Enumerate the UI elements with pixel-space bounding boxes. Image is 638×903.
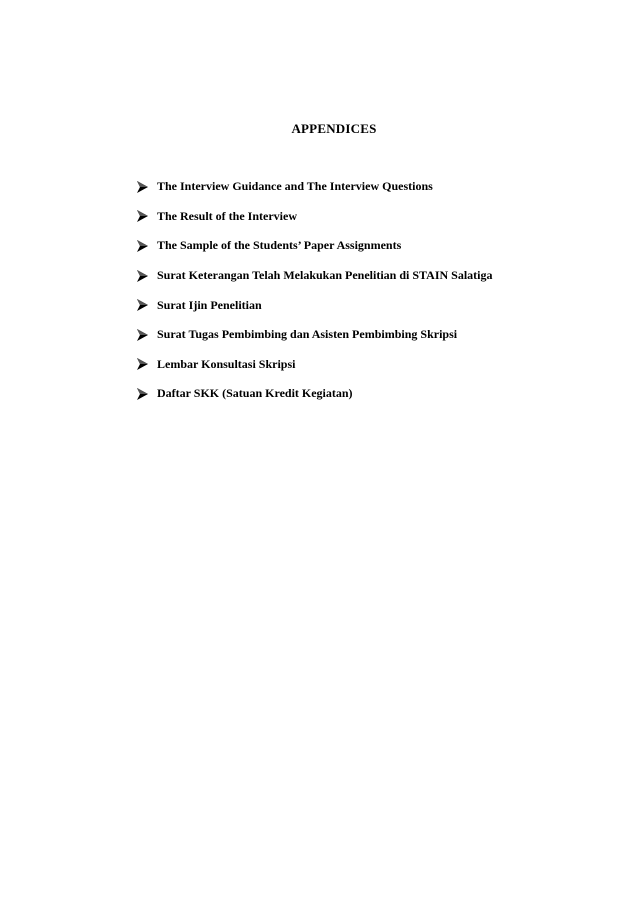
list-item	[137, 231, 493, 261]
list-item-label: The Sample of the Students’ Paper Assignments	[157, 238, 402, 253]
list-item	[137, 320, 493, 350]
list-item-label: Lembar Konsultasi Skripsi	[157, 356, 296, 371]
list-item-label: The Interview Guidance and The Interview Questions	[157, 179, 433, 194]
arrowhead-bullet-icon	[137, 357, 157, 371]
arrowhead-bullet-icon	[137, 269, 157, 283]
list-item	[137, 379, 493, 409]
page-title: APPENDICES	[291, 121, 377, 136]
arrowhead-bullet-icon	[137, 209, 157, 223]
arrowhead-bullet-icon	[137, 387, 157, 401]
list-item-label: Surat Tugas Pembimbing dan Asisten Pembimbing Skripsi	[157, 327, 458, 342]
list-item	[137, 290, 493, 320]
appendix-list	[137, 172, 493, 409]
arrowhead-bullet-icon	[137, 180, 157, 194]
list-item	[137, 261, 493, 291]
list-item-label: Daftar SKK (Satuan Kredit Kegiatan)	[157, 386, 353, 401]
arrowhead-bullet-icon	[137, 239, 157, 253]
list-item-label: The Result of the Interview	[157, 208, 297, 223]
arrowhead-bullet-icon	[137, 328, 157, 342]
arrowhead-bullet-icon	[137, 298, 157, 312]
list-item-label: Surat Ijin Penelitian	[157, 297, 262, 312]
list-item-label: Surat Keterangan Telah Melakukan Penelitian di STAIN Salatiga	[157, 268, 493, 283]
list-item	[137, 350, 493, 380]
list-item	[137, 202, 493, 232]
list-item	[137, 172, 493, 202]
